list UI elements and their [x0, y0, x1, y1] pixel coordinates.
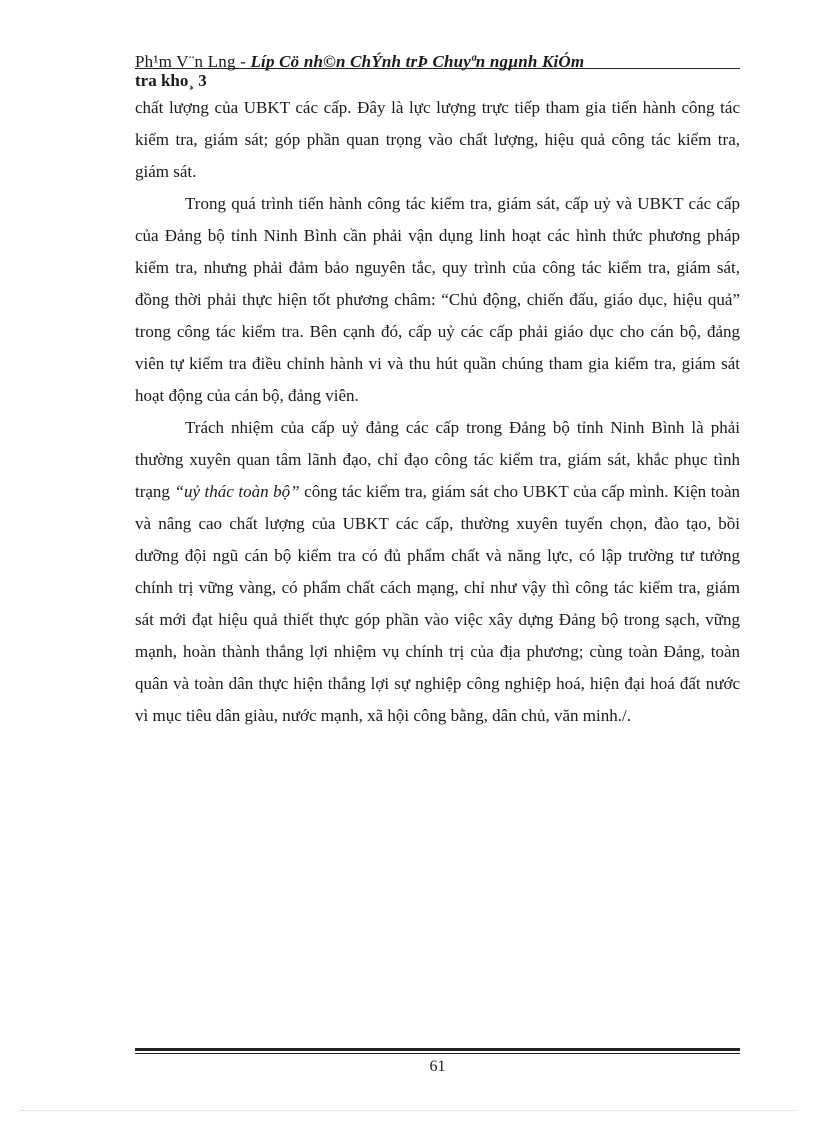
quoted-phrase: “uỷ thác toàn bộ”: [174, 482, 300, 501]
header-author: Ph¹m V¨n Lng: [135, 52, 236, 71]
paragraph-1: chất lượng của UBKT các cấp. Đây là lực lượng trực tiếp tham gia tiến hành công tác kiểm tra, giám sát; góp phần quan trọng vào chất lượng, hiệu quả công tác kiểm tra, giám sát.: [135, 98, 740, 181]
header-separator: -: [235, 52, 251, 71]
header-course: Líp Cö nh©n ChÝnh trÞ Chuyªn ngµnh KiÓm: [250, 52, 585, 71]
paragraph-3-start: Trách nhiệm của cấp uỷ đảng các cấp trong Đảng bộ tỉnh Ninh Bình là phải thường xuyên quan tâm lãnh đạo, chỉ đạo công tác kiểm tra, giám sát, khắc phục tình trạng: [135, 418, 740, 501]
header-rule: [135, 68, 740, 69]
running-header: [135, 52, 740, 90]
footer-rule-thin: [135, 1053, 740, 1054]
page-number: 61: [429, 1058, 446, 1075]
paragraph-3: [135, 412, 740, 732]
paragraph-2: Trong quá trình tiến hành công tác kiểm tra, giám sát, cấp uỷ và UBKT các cấp của Đảng bộ tỉnh Ninh Bình cần phải vận dụng linh hoạt các hình thức phương pháp kiểm tra, nhưng phải đảm bảo nguyên tắc, quy trình của công tác kiểm tra, giám sát, đồng thời phải thực hiện tốt phương châm: “Chủ động, chiến đấu, giáo dục, hiệu quả” trong công tác kiểm tra. Bên cạnh đó, cấp uỷ các cấp phải giáo dục cho cán bộ, đảng viên tự kiểm tra điều chỉnh hành vi và thu hút quần chúng tham gia kiểm tra, giám sát hoạt động của cán bộ, đảng viên.: [135, 194, 740, 405]
body-text: [135, 92, 740, 732]
page-bottom-divider: [20, 1110, 796, 1111]
header-line-2: tra kho¸ 3: [135, 71, 207, 90]
paragraph-3-end: công tác kiểm tra, giám sát cho UBKT của cấp mình. Kiện toàn và nâng cao chất lượng của UBKT các cấp, thường xuyên tuyển chọn, đào tạo, bồi dưỡng đội ngũ cán bộ kiểm tra có đủ phẩm chất và năng lực, có lập trường tư tưởng chính trị vững vàng, có phẩm chất cách mạng, chỉ như vậy thì công tác kiểm tra, giám sát mới đạt hiệu quả thiết thực góp phần vào việc xây dựng Đảng bộ trong sạch, vững mạnh, hoàn thành thắng lợi nhiệm vụ chính trị của địa phương; cùng toàn Đảng, toàn quân và toàn dân thực hiện thắng lợi sự nghiệp công nghiệp hoá, hiện đại hoá đất nước vì mục tiêu dân giàu, nước mạnh, xã hội công bằng, dân chủ, văn minh./.: [135, 482, 740, 725]
footer-rule-thick: [135, 1048, 740, 1051]
